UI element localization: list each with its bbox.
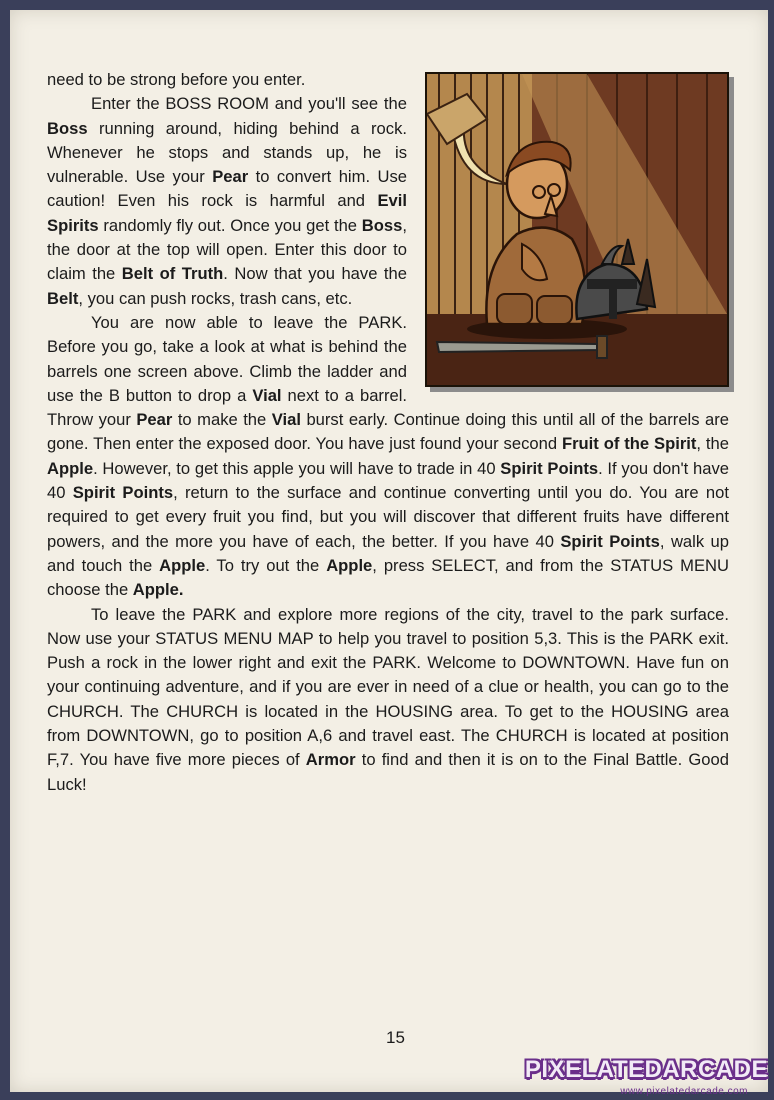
bold-term: Spirit Points xyxy=(560,531,660,551)
text-run: to find and then it is on to the Final Battle. Good Luck! xyxy=(47,750,729,794)
paragraph-4 xyxy=(47,603,729,797)
bold-term: Boss xyxy=(361,215,403,235)
text-run: Enter the BOSS ROOM and you'll see the xyxy=(91,94,407,114)
bold-term: Belt xyxy=(47,288,79,308)
body-text xyxy=(47,68,729,797)
bold-term: Pear xyxy=(212,167,249,187)
text-run: to convert him. Use caution! Even his rock is harmful and xyxy=(47,167,407,211)
illustration-boy-praying xyxy=(425,72,729,387)
text-run: next to a barrel. Throw your xyxy=(47,385,407,430)
bold-term: Belt of Truth xyxy=(121,264,224,284)
bold-term: Spirit Points xyxy=(500,458,599,478)
watermark-url: www.pixelatedarcade.com xyxy=(620,1086,748,1097)
boy-praying-with-helmet-illustration xyxy=(427,74,727,385)
page-number: 15 xyxy=(386,1028,405,1047)
bold-term: Apple. xyxy=(132,580,184,600)
paragraph-1: need to be strong before you enter. xyxy=(47,70,306,89)
bold-term: Evil Spirits xyxy=(47,191,407,235)
text-run: running around, hiding behind a rock. Whenever he stops and stands up, he is vulnerable. Use your xyxy=(47,118,407,187)
text-run: You are now able to leave the PARK. Before you go, take a look at what is behind the barrels one screen above. Climb the ladder and use the B button to drop a xyxy=(47,312,407,405)
bold-term: Fruit of the Spirit xyxy=(561,434,697,454)
bold-term: Apple xyxy=(159,555,206,575)
bold-term: Vial xyxy=(271,410,301,430)
bold-term: Armor xyxy=(305,750,356,770)
text-run: , return to the surface and continue converting until you do. You are not required to get every fruit you find, but you will discover that different fruits have different powers, and the more you have of each, the better. If you have 40 xyxy=(47,483,729,551)
text-run: , walk up and touch the xyxy=(47,531,730,575)
bold-term: Apple xyxy=(47,458,94,478)
bold-term: Vial xyxy=(252,385,282,405)
bold-term: Boss xyxy=(47,118,88,138)
text-run: To leave the PARK and explore more regions of the city, travel to the park surface. Now use your STATUS MENU MAP to help you travel to position 5,3. This is the PARK exit. Push a rock in the lower right and exit the PARK. Welcome to DOWNTOWN. Have fun on your continuing adventure, and if you are ever in need of a clue or health, you can go to the CHURCH. The CHURCH is located in the HOUSING area. To get to the HOUSING area from DOWNTOWN, go to position A,6 and travel east. The CHURCH is located at position F,7. You have five more pieces of xyxy=(47,604,729,770)
text-run: , you can push rocks, trash cans, etc. xyxy=(78,288,353,308)
text-run: , the door at the top will open. Enter this door to claim the xyxy=(47,215,407,284)
bold-term: Spirit Points xyxy=(72,483,174,503)
text-run: . If you don't have 40 xyxy=(47,458,729,503)
text-run: to make the xyxy=(172,410,272,430)
text-run: . Now that you have the xyxy=(223,264,407,284)
bold-term: Apple xyxy=(326,555,373,575)
watermark-brand: PIXELATEDARCADE xyxy=(524,1056,768,1083)
text-run: , press SELECT, and from the STATUS MENU choose the xyxy=(47,555,729,600)
bold-term: Pear xyxy=(136,410,173,430)
text-run: burst early. Continue doing this until all of the barrels are gone. Then enter the exposed door. You have just found your second xyxy=(47,410,729,454)
text-run: . To try out the xyxy=(205,555,327,575)
manual-page xyxy=(10,10,768,1092)
text-run: , the xyxy=(696,434,729,454)
text-run: . However, to get this apple you will have to trade in 40 xyxy=(93,458,501,478)
text-run: randomly fly out. Once you get the xyxy=(98,215,362,235)
